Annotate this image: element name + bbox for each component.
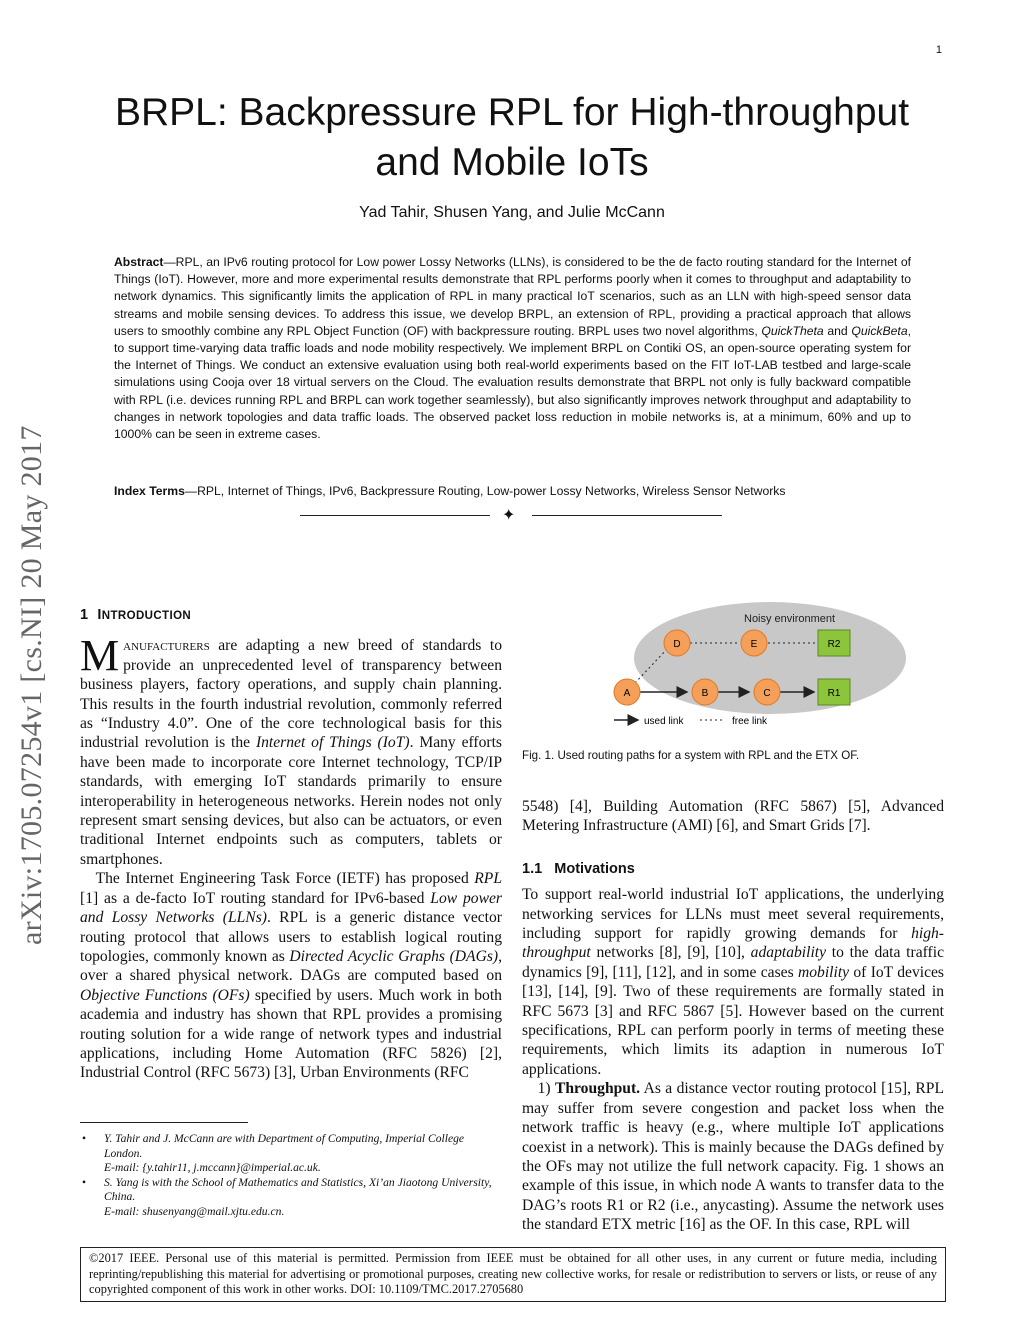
bullet-icon: •: [82, 1132, 87, 1145]
throughput-number: 1): [537, 1080, 555, 1098]
abstract-text-2: and: [823, 323, 852, 338]
right-continuation-paragraph: 5548) [4], Building Automation (RFC 5867) [5], Advanced Metering Infrastructure (AMI) [6], and Smart Grids [7].: [522, 798, 944, 835]
motivations-em-throughput: high-throughput: [522, 925, 944, 962]
intro-paragraph-2: [80, 869, 502, 1082]
abstract-quicktheta: QuickTheta: [761, 323, 824, 338]
node-d-label: D: [673, 639, 681, 650]
motivations-text-c: to the data traffic dynamics [9], [11], [12], and in some cases: [522, 944, 944, 981]
abstract: [114, 254, 911, 443]
cloud-label: Noisy environment: [744, 613, 836, 625]
page-number: 1: [935, 44, 942, 56]
intro-p2-em-dags: Directed Acyclic Graphs (DAGs): [289, 947, 499, 965]
intro-p2-em-rpl: RPL: [474, 870, 502, 888]
motivations-text-d: of IoT devices [13], [14], [9]. Two of these requirements are formally stated in RFC 5673 [3] and RFC 5867 [5]. However based on the current specifications, RPL can perform poorly in terms of meeting these requirements, which limits its adaption in numerous IoT applications.: [522, 963, 944, 1078]
abstract-text-1: —RPL, an IPv6 routing protocol for Low power Lossy Networks (LLNs), is considered to be the de facto routing standard for the Internet of Things (IoT). However, more and more experimental results demonstrate that RPL performs poorly when it comes to throughput and adaptability to network dynamics. This significantly limits the application of RPL in many practical IoT scenarios, such as an LLN with high-speed sensor data streams and mobile sensing devices. To address this issue, we develop BRPL, an extension of RPL, providing a practical approach that allows users to smoothly combine any RPL Object Function (OF) with backpressure routing. BRPL uses two novel algorithms,: [114, 255, 911, 338]
left-column: [80, 606, 502, 1083]
separator-line-left: [300, 515, 490, 516]
title-line-1: BRPL: Backpressure RPL for High-throughput: [114, 91, 910, 134]
copyright-notice: ©2017 IEEE. Personal use of this material is permitted. Permission from IEEE must be obtained for all other uses, in any current or future media, including reprinting/republishing this material for advertising or promotional purposes, creating new collective works, for resale or redistribution to servers or lists, or reuse of any copyrighted component of this work in other works. DOI: 10.1109/TMC.2017.2705680: [80, 1247, 946, 1302]
motivations-paragraph: [522, 885, 944, 1079]
section-title-rest: NTRODUCTION: [101, 610, 192, 622]
node-r2-label: R2: [827, 639, 841, 650]
title-line-2: and Mobile IoTs: [375, 141, 649, 184]
figure-caption: Fig. 1. Used routing paths for a system with RPL and the ETX OF.: [522, 749, 860, 762]
network-diagram: [522, 598, 944, 738]
figure-1: [522, 598, 944, 738]
node-e-label: E: [750, 639, 758, 650]
intro-paragraph-1: [80, 631, 502, 869]
abstract-label: Abstract: [114, 255, 164, 269]
node-b-label: B: [701, 688, 709, 699]
intro-p2-text-d: , over a shared physical network. DAGs are computed based on: [80, 947, 502, 985]
arxiv-identifier: arXiv:1705.07254v1 [cs.NI] 20 May 2017: [15, 425, 48, 945]
footnote-rule: [80, 1122, 248, 1123]
subsection-title: Motivations: [554, 860, 635, 877]
index-terms-label: Index Terms: [114, 484, 185, 498]
separator-line-right: [532, 515, 722, 516]
footnote-item: [80, 1176, 502, 1220]
footnote-email: E-mail: {y.tahir11, j.mccann}@imperial.ac.uk.: [104, 1161, 321, 1174]
subsection-heading-motivations: [522, 860, 944, 879]
right-column: [522, 797, 944, 1235]
section-title-initial: I: [97, 607, 102, 623]
drop-cap: M: [80, 631, 120, 681]
index-terms: [114, 483, 911, 500]
throughput-text: As a distance vector routing protocol [15], RPL may suffer from severe congestion and packet loss when the network traffic is heavy (e.g., where multiple IoT applications coexist in a network). This is mainly because the DAGs defined by the OFs may not utilize the full network capacity. Fig. 1 shows an example of this issue, in which node A wants to transfer data to the DAG’s roots R1 or R2 (i.e., anycasting). Assume the network uses the standard ETX metric [16] as the OF. In this case, RPL will: [522, 1080, 945, 1234]
subsection-number: 1.1: [522, 860, 543, 877]
footnote-email: E-mail: shusenyang@mail.xjtu.edu.cn.: [104, 1204, 285, 1218]
intro-p2-em-ofs: Objective Functions (OFs): [80, 986, 250, 1004]
section-separator: [300, 508, 724, 524]
throughput-label: Throughput.: [554, 1080, 641, 1098]
intro-p2-em-llns: Low power and Lossy Networks (LLNs): [80, 889, 502, 927]
footnote-affiliation: S. Yang is with the School of Mathematics and Statistics, Xi’an Jiaotong University, China.: [104, 1175, 492, 1203]
footnotes: [80, 1132, 502, 1219]
separator-diamond-icon: ✦: [502, 507, 516, 524]
intro-smallcaps: anufacturers: [123, 637, 210, 655]
motivations-em-mobility: mobility: [797, 963, 850, 981]
intro-p2-text-c: . RPL is a generic distance vector routing protocol that allows users to establish logical routing topologies, commonly known as: [80, 909, 502, 965]
node-c-label: C: [763, 688, 771, 699]
intro-p2-text-a: The Internet Engineering Task Force (IETF) has proposed: [95, 870, 475, 888]
intro-p1-text-a: are adapting a new breed of standards to provide an unprecedented level of transparency between business players, factory operations, and supply chain planning. This results in the fourth industrial revolution, commonly referred as “Industry 4.0”. One of the core technological basis for this industrial revolution is the: [80, 637, 502, 752]
motivations-text-a: To support real-world industrial IoT applications, the underlying networking services for LLNs must meet several requirements, including support for rapidly growing demands for: [522, 886, 944, 943]
node-a-label: A: [623, 688, 631, 699]
motivations-em-adaptability: adaptability: [750, 944, 827, 962]
intro-p1-text-b: . Many efforts have been made to incorporate core Internet technology, TCP/IP standards, with emerging IoT standards primarily to ensure interoperability in heterogeneous networks. Herein nodes not only represent smart sensing devices, but also can be actuators, or even traditional Internet endpoints such as computers, tablets or smartphones.: [80, 734, 502, 868]
author-list: Yad Tahir, Shusen Yang, and Julie McCann: [359, 204, 665, 221]
footnote-affiliation: Y. Tahir and J. McCann are with Department of Computing, Imperial College London.: [104, 1132, 465, 1160]
intro-p1-em: Internet of Things (IoT): [255, 734, 410, 752]
intro-p2-text-e: specified by users. Much work in both academia and industry has shown that RPL provides a promising routing solution for a wide range of network types and industrial applications, including Home Automation (RFC 5826) [2], Industrial Control (RFC 5673) [3], Urban Environments (RFC: [80, 986, 502, 1082]
legend-free-link: free link: [732, 716, 768, 727]
bullet-icon: •: [82, 1175, 87, 1189]
abstract-text-3: , to support time-varying data traffic loads and node mobility respectively. We implement BRPL on Contiki OS, an open-source operating system for the Internet of Things. We conduct an extensive evaluation using both real-world experiments based on the FIT IoT-LAB testbed and large-scale simulations using Cooja over 18 virtual servers on the Cloud. The evaluation results demonstrate that BRPL not only is fully backward compatible with RPL (i.e. devices running RPL and BRPL can work together seamlessly), but also significantly improves network throughput and adaptability to changes in network topologies and data traffic loads. The observed packet loss reduction in mobile networks is, at a minimum, 60% and up to 1000% can be seen in extreme cases.: [114, 323, 911, 442]
footnote-item: [80, 1132, 502, 1176]
legend-used-link: used link: [644, 716, 684, 727]
node-r1-label: R1: [827, 688, 841, 699]
abstract-quickbeta: QuickBeta: [851, 323, 908, 338]
intro-p2-text-b: [1] as a de-facto IoT routing standard for IPv6-based: [80, 889, 431, 907]
index-terms-text: —RPL, Internet of Things, IPv6, Backpressure Routing, Low-power Lossy Networks, Wireless Sensor Networks: [184, 484, 786, 498]
section-heading-introduction: [80, 606, 502, 626]
paper-title: [80, 88, 944, 188]
motivations-text-b: networks [8], [9], [10],: [590, 944, 751, 962]
throughput-paragraph: [522, 1079, 944, 1234]
section-number: 1: [80, 607, 89, 623]
